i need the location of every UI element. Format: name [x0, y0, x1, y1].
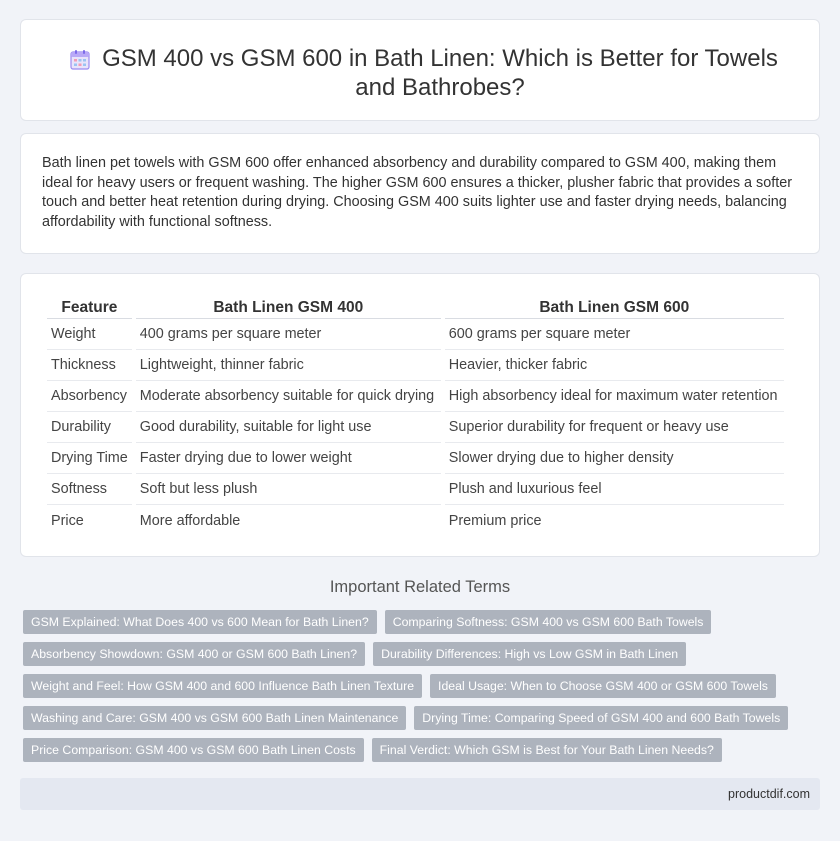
related-term-tag[interactable]: Weight and Feel: How GSM 400 and 600 Influence Bath Linen Texture — [23, 674, 422, 698]
gsm-600-cell: Plush and luxurious feel — [445, 474, 784, 505]
feature-cell: Softness — [47, 474, 132, 505]
gsm-400-cell: Lightweight, thinner fabric — [136, 350, 441, 381]
gsm-400-cell: More affordable — [139, 512, 241, 529]
gsm-600-cell: Premium price — [448, 512, 542, 529]
feature-cell: Weight — [47, 319, 132, 350]
related-term-tag[interactable]: Washing and Care: GSM 400 vs GSM 600 Bath Linen Maintenance — [23, 706, 406, 730]
related-term-tag[interactable]: Durability Differences: High vs Low GSM in Bath Linen — [373, 642, 686, 666]
gsm-400-cell: Good durability, suitable for light use — [136, 412, 441, 443]
table-header-row — [47, 297, 784, 319]
gsm-400-cell: Moderate absorbency suitable for quick drying — [136, 381, 441, 412]
related-term-tag[interactable]: Price Comparison: GSM 400 vs GSM 600 Bath Linen Costs — [23, 738, 364, 762]
related-term-tag[interactable]: Final Verdict: Which GSM is Best for Your Bath Linen Needs? — [372, 738, 722, 762]
footer — [20, 778, 820, 810]
gsm-600-cell: High absorbency ideal for maximum water retention — [445, 381, 784, 412]
feature-cell: Absorbency — [47, 381, 132, 412]
feature-cell: Drying Time — [47, 443, 132, 474]
header-gsm-400: Bath Linen GSM 400 — [136, 297, 441, 319]
gsm-600-cell: Superior durability for frequent or heavy use — [445, 412, 784, 443]
related-terms-heading: Important Related Terms — [329, 578, 511, 596]
title-card — [20, 19, 820, 121]
related-term-tag[interactable]: GSM Explained: What Does 400 vs 600 Mean for Bath Linen? — [23, 610, 377, 634]
page-title: GSM 400 vs GSM 600 in Bath Linen: Which is Better for Towels and Bathrobes? — [102, 45, 778, 101]
table-row — [47, 319, 784, 350]
intro-paragraph: Bath linen pet towels with GSM 600 offer enhanced absorbency and durability compared to GSM 400, making them ideal for heavy users or frequent washing. The higher GSM 600 ensures a thicker, plusher fabric that provides a softer touch and better heat retention during drying. Choosing GSM 400 suits lighter use and faster drying needs, balancing affordability with functional softness. — [42, 155, 793, 230]
feature-cell: Thickness — [47, 350, 132, 381]
table-row — [47, 412, 784, 443]
related-term-tag[interactable]: Ideal Usage: When to Choose GSM 400 or GSM 600 Towels — [430, 674, 776, 698]
comparison-card — [20, 273, 820, 557]
intro-card — [20, 133, 820, 254]
feature-cell: Price — [51, 512, 84, 529]
table-row — [47, 381, 784, 412]
header-gsm-600: Bath Linen GSM 600 — [445, 297, 784, 319]
related-term-tag[interactable]: Absorbency Showdown: GSM 400 or GSM 600 Bath Linen? — [23, 642, 365, 666]
gsm-600-cell: Heavier, thicker fabric — [445, 350, 784, 381]
table-row — [47, 443, 784, 474]
header-feature: Feature — [47, 297, 132, 319]
footer-site-link[interactable]: productdif.com — [728, 787, 810, 801]
gsm-600-cell: Slower drying due to higher density — [445, 443, 784, 474]
related-term-tag[interactable]: Drying Time: Comparing Speed of GSM 400 and 600 Bath Towels — [414, 706, 788, 730]
gsm-400-cell: Soft but less plush — [136, 474, 441, 505]
related-term-tag[interactable]: Comparing Softness: GSM 400 vs GSM 600 Bath Towels — [385, 610, 712, 634]
comparison-table — [43, 297, 788, 536]
gsm-400-cell: 400 grams per square meter — [136, 319, 441, 350]
feature-cell: Durability — [47, 412, 132, 443]
gsm-600-cell: 600 grams per square meter — [445, 319, 784, 350]
table-row — [47, 474, 784, 505]
table-row — [47, 350, 784, 381]
gsm-400-cell: Faster drying due to lower weight — [136, 443, 441, 474]
related-terms-list — [23, 610, 813, 770]
table-row — [47, 505, 784, 536]
